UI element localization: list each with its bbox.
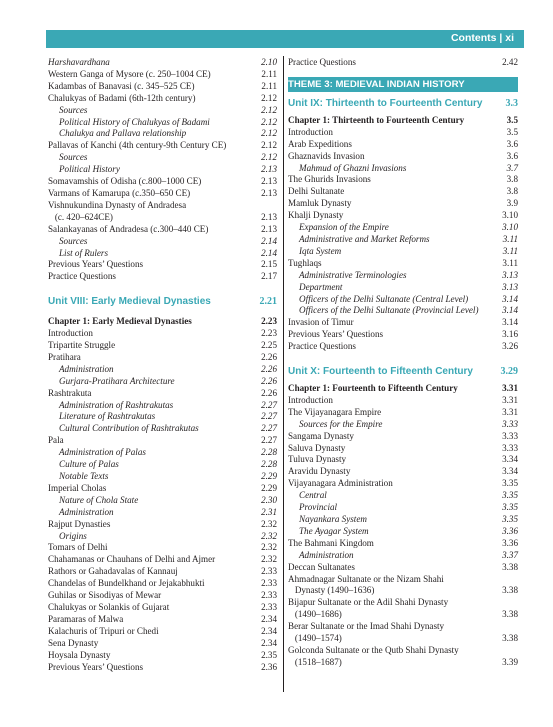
- toc-subentry[interactable]: [48, 117, 277, 129]
- entry-title: Unit X: Fourteenth to Fifteenth Century: [288, 366, 473, 378]
- entry-title: Chapter 1: Fourteenth to Fifteenth Century: [288, 383, 458, 394]
- toc-entry[interactable]: [48, 626, 277, 638]
- entry-title: The Vijayanagara Empire: [288, 406, 382, 417]
- entry-page-number: 2.34: [261, 637, 277, 648]
- toc-entry[interactable]: [288, 466, 518, 478]
- toc-entry[interactable]: [48, 176, 277, 188]
- entry-title: Dynasty (1490–1636): [288, 585, 375, 596]
- entry-title: Deccan Sultanates: [288, 561, 355, 572]
- entry-title: Chandelas of Bundelkhand or Jejakabhukti: [48, 578, 205, 589]
- entry-title: Practice Questions: [288, 57, 356, 67]
- entry-page-number: 2.23: [261, 328, 277, 339]
- toc-subentry[interactable]: [288, 294, 518, 306]
- toc-entry[interactable]: [288, 454, 518, 466]
- entry-title: Paramaras of Malwa: [48, 613, 124, 624]
- entry-title: Golconda Sultanate or the Qutb Shahi Dynasty: [288, 644, 459, 655]
- entry-page-number: 3.29: [500, 366, 518, 378]
- toc-entry[interactable]: [288, 585, 518, 597]
- toc-entry[interactable]: [288, 57, 518, 69]
- spacer: [48, 308, 277, 316]
- toc-subentry[interactable]: [48, 411, 277, 423]
- entry-title: Officers of the Delhi Sultanate (Provincial Level): [299, 305, 479, 316]
- entry-title: Ghaznavids Invasion: [288, 150, 365, 161]
- toc-entry[interactable]: [48, 638, 277, 650]
- entry-page-number: 2.14: [261, 235, 277, 246]
- entry-page-number: 3.3: [505, 97, 518, 109]
- entry-title: Arab Expeditions: [288, 138, 352, 149]
- entry-title: Gurjara-Pratihara Architecture: [59, 375, 175, 386]
- toc-subentry[interactable]: [48, 423, 277, 435]
- entry-page-number: 2.15: [261, 259, 277, 270]
- entry-title: Varmans of Kamarupa (c.350–650 CE): [48, 187, 191, 198]
- toc-subentry[interactable]: [288, 270, 518, 282]
- entry-title: Rathors or Gahadavalas of Kannauj: [48, 566, 178, 577]
- toc-subentry[interactable]: [288, 222, 518, 234]
- entry-title: Pratihara: [48, 351, 81, 362]
- entry-page-number: 2.32: [261, 518, 277, 529]
- toc-subentry[interactable]: [48, 459, 277, 471]
- entry-page-number: 3.37: [502, 549, 518, 560]
- toc-entry[interactable]: [288, 174, 518, 186]
- toc-entry[interactable]: [48, 542, 277, 554]
- toc-entry[interactable]: [288, 186, 518, 198]
- entry-title: Khalji Dynasty: [288, 210, 344, 221]
- toc-subentry[interactable]: [48, 447, 277, 459]
- entry-title: Sangama Dynasty: [288, 430, 354, 441]
- entry-title: Mamluk Dynasty: [288, 198, 352, 209]
- toc-entry[interactable]: [48, 483, 277, 495]
- contents-left-column: [48, 57, 277, 673]
- entry-title: Harshavardhana: [48, 57, 110, 67]
- toc-entry[interactable]: [48, 662, 277, 674]
- toc-subentry[interactable]: [48, 376, 277, 388]
- toc-entry[interactable]: [48, 212, 277, 224]
- entry-title: Introduction: [288, 394, 333, 405]
- entry-title: Tughlaqs: [288, 257, 322, 268]
- entry-title: Chapter 1: Thirteenth to Fourteenth Century: [288, 114, 465, 125]
- toc-subentry[interactable]: [288, 246, 518, 258]
- toc-entry[interactable]: [288, 210, 518, 222]
- entry-page-number: 2.32: [261, 530, 277, 541]
- toc-subentry[interactable]: [288, 234, 518, 246]
- entry-title: Vishnukundina Dynasty of Andradesa: [48, 199, 187, 210]
- entry-page-number: 2.36: [261, 661, 277, 672]
- toc-entry[interactable]: [288, 127, 518, 139]
- toc-entry[interactable]: [48, 614, 277, 626]
- entry-page-number: 2.12: [261, 140, 277, 151]
- chapter-heading[interactable]: [288, 383, 518, 395]
- entry-page-number: 3.31: [502, 383, 518, 394]
- entry-page-number: 3.35: [502, 478, 518, 489]
- entry-title: Chalukya and Pallava relationship: [59, 128, 187, 139]
- spacer: [288, 69, 518, 77]
- entry-page-number: 3.31: [502, 394, 518, 405]
- entry-title: Tomars of Delhi: [48, 542, 108, 553]
- entry-page-number: 3.33: [502, 442, 518, 453]
- chapter-heading[interactable]: [288, 115, 518, 127]
- entry-title: Sources for the Empire: [299, 418, 383, 429]
- toc-entry[interactable]: [48, 578, 277, 590]
- entry-title: Pala: [48, 435, 64, 446]
- entry-title: Central: [299, 490, 327, 501]
- entry-title: Rajput Dynasties: [48, 518, 111, 529]
- toc-entry[interactable]: [48, 259, 277, 271]
- entry-page-number: 3.5: [506, 114, 518, 125]
- entry-title: Hoysala Dynasty: [48, 649, 111, 660]
- entry-title: Vijayanagara Administration: [288, 478, 393, 489]
- entry-title: Saluva Dynasty: [288, 442, 346, 453]
- toc-entry[interactable]: [288, 574, 518, 586]
- entry-page-number: 2.28: [261, 459, 277, 470]
- entry-title: Chalukyas of Badami (6th-12th century): [48, 92, 196, 103]
- toc-entry[interactable]: [48, 188, 277, 200]
- entry-page-number: 3.10: [502, 222, 518, 233]
- entry-title: Salankayanas of Andradesa (c.300–440 CE): [48, 223, 209, 234]
- entry-title: (1490–1686): [288, 609, 342, 620]
- entry-page-number: 2.13: [261, 223, 277, 234]
- entry-page-number: 2.34: [261, 625, 277, 636]
- entry-page-number: 3.33: [502, 418, 518, 429]
- entry-title: Tripartite Struggle: [48, 340, 116, 351]
- entry-title: Previous Years’ Questions: [48, 661, 144, 672]
- entry-page-number: 2.10: [261, 57, 277, 67]
- toc-entry[interactable]: [48, 519, 277, 531]
- toc-subentry[interactable]: [288, 550, 518, 562]
- toc-subentry[interactable]: [48, 152, 277, 164]
- toc-subentry[interactable]: [48, 105, 277, 117]
- entry-page-number: 3.8: [506, 186, 518, 197]
- entry-title: Unit IX: Thirteenth to Fourteenth Century: [288, 97, 483, 109]
- entry-title: The Ayagar System: [299, 525, 369, 536]
- entry-page-number: 3.14: [502, 317, 518, 328]
- toc-entry[interactable]: [288, 609, 518, 621]
- entry-title: Unit VIII: Early Medieval Dynasties: [48, 296, 211, 308]
- toc-subentry[interactable]: [288, 514, 518, 526]
- entry-page-number: 3.5: [506, 126, 518, 137]
- entry-page-number: 3.36: [502, 537, 518, 548]
- entry-page-number: 2.17: [261, 271, 277, 282]
- entry-page-number: 2.13: [261, 176, 277, 187]
- entry-title: Previous Years’ Questions: [48, 259, 144, 270]
- entry-title: Western Ganga of Mysore (c. 250–1004 CE): [48, 68, 211, 79]
- entry-page-number: 3.38: [502, 609, 518, 620]
- toc-entry[interactable]: [288, 329, 518, 341]
- entry-title: Previous Years’ Questions: [288, 329, 384, 340]
- entry-title: Chalukyas or Solankis of Gujarat: [48, 601, 170, 612]
- entry-title: Sena Dynasty: [48, 637, 99, 648]
- entry-page-number: 3.11: [502, 245, 518, 256]
- entry-page-number: 2.32: [261, 542, 277, 553]
- entry-page-number: 3.39: [502, 656, 518, 667]
- toc-entry[interactable]: [48, 340, 277, 352]
- entry-page-number: 2.34: [261, 613, 277, 624]
- entry-page-number: 3.7: [506, 162, 518, 173]
- toc-entry[interactable]: [48, 388, 277, 400]
- toc-entry[interactable]: [48, 435, 277, 447]
- entry-page-number: 2.26: [261, 363, 277, 374]
- toc-subentry[interactable]: [48, 471, 277, 483]
- entry-page-number: 3.6: [506, 150, 518, 161]
- unit-heading[interactable]: [288, 97, 518, 110]
- toc-subentry[interactable]: [288, 526, 518, 538]
- toc-subentry[interactable]: [288, 305, 518, 317]
- entry-title: Kalachuris of Tripuri or Chedi: [48, 625, 159, 636]
- entry-title: Chapter 1: Early Medieval Dynasties: [48, 316, 192, 327]
- entry-page-number: 2.12: [261, 152, 277, 163]
- entry-title: Guhilas or Sisodiyas of Mewar: [48, 590, 162, 601]
- entry-title: THEME 3: MEDIEVAL INDIAN HISTORY: [288, 78, 465, 90]
- toc-entry[interactable]: [48, 93, 277, 105]
- toc-subentry[interactable]: [48, 248, 277, 260]
- entry-page-number: 2.26: [261, 387, 277, 398]
- entry-page-number: 2.13: [261, 164, 277, 175]
- toc-subentry[interactable]: [288, 282, 518, 294]
- spacer: [48, 283, 277, 295]
- entry-page-number: 2.33: [261, 578, 277, 589]
- entry-page-number: 2.35: [261, 649, 277, 660]
- entry-page-number: 3.14: [502, 293, 518, 304]
- toc-entry[interactable]: [48, 602, 277, 614]
- toc-subentry[interactable]: [48, 400, 277, 412]
- toc-subentry[interactable]: [48, 57, 277, 69]
- toc-entry[interactable]: [48, 590, 277, 602]
- header-bar: [46, 30, 524, 48]
- page-header-label: Contents | xi: [450, 32, 514, 44]
- entry-page-number: 3.13: [502, 269, 518, 280]
- column-divider: [283, 56, 284, 692]
- entry-page-number: 2.33: [261, 590, 277, 601]
- entry-page-number: 2.32: [261, 554, 277, 565]
- entry-page-number: 3.35: [502, 514, 518, 524]
- toc-entry[interactable]: [48, 81, 277, 93]
- entry-title: Somavamshis of Odisha (c.800–1000 CE): [48, 176, 202, 187]
- toc-entry[interactable]: [288, 407, 518, 419]
- entry-page-number: 3.8: [506, 174, 518, 185]
- entry-title: Officers of the Delhi Sultanate (Central Level): [299, 293, 469, 304]
- toc-entry[interactable]: [48, 328, 277, 340]
- toc-subentry[interactable]: [48, 164, 277, 176]
- toc-entry[interactable]: [288, 139, 518, 151]
- entry-title: Rashtrakuta: [48, 387, 92, 398]
- entry-title: Sources: [59, 235, 88, 246]
- entry-page-number: 2.11: [261, 68, 277, 79]
- toc-subentry[interactable]: [48, 495, 277, 507]
- entry-title: Bijapur Sultanate or the Adil Shahi Dynasty: [288, 597, 449, 608]
- entry-page-number: 2.27: [261, 423, 277, 434]
- entry-page-number: 3.11: [502, 233, 518, 244]
- entry-title: Administrative and Market Reforms: [299, 233, 430, 244]
- entry-title: Literature of Rashtrakutas: [59, 411, 156, 422]
- toc-entry[interactable]: [48, 271, 277, 283]
- toc-entry[interactable]: [288, 645, 518, 657]
- entry-page-number: 3.36: [502, 525, 518, 536]
- entry-title: Aravidu Dynasty: [288, 466, 351, 477]
- entry-title: (c. 420–624CE): [48, 211, 113, 222]
- entry-title: Nature of Chola State: [59, 494, 139, 505]
- entry-title: Political History: [59, 164, 120, 175]
- entry-title: Invasion of Timur: [288, 317, 354, 328]
- entry-page-number: 2.12: [261, 116, 277, 127]
- entry-page-number: 2.12: [261, 104, 277, 115]
- entry-page-number: 2.13: [261, 211, 277, 222]
- toc-entry[interactable]: [48, 200, 277, 212]
- entry-page-number: 2.13: [261, 187, 277, 198]
- toc-entry[interactable]: [288, 431, 518, 443]
- entry-title: Department: [299, 281, 343, 292]
- entry-page-number: 2.26: [261, 375, 277, 386]
- entry-page-number: 2.21: [259, 296, 277, 308]
- entry-title: Kadambas of Banavasi (c. 345–525 CE): [48, 80, 195, 91]
- entry-page-number: 3.9: [506, 198, 518, 209]
- entry-title: Administration of Palas: [59, 447, 146, 458]
- entry-page-number: 3.10: [502, 210, 518, 221]
- toc-entry[interactable]: [48, 224, 277, 236]
- entry-title: The Ghurids Invasions: [288, 174, 371, 185]
- entry-title: Sources: [59, 104, 88, 115]
- toc-subentry[interactable]: [288, 163, 518, 175]
- toc-entry[interactable]: [288, 198, 518, 210]
- entry-page-number: 2.12: [261, 92, 277, 103]
- entry-page-number: 2.27: [261, 435, 277, 446]
- entry-page-number: 2.29: [261, 471, 277, 481]
- entry-title: Berar Sultanate or the Imad Shahi Dynasty: [288, 621, 445, 632]
- entry-title: Administration of Rashtrakutas: [59, 399, 174, 410]
- entry-page-number: 2.33: [261, 601, 277, 612]
- entry-page-number: 3.11: [502, 257, 518, 268]
- toc-subentry[interactable]: [48, 236, 277, 248]
- toc-entry[interactable]: [288, 258, 518, 270]
- toc-entry[interactable]: [288, 478, 518, 490]
- theme-banner[interactable]: [288, 77, 518, 92]
- entry-title: Origins: [59, 530, 87, 541]
- entry-title: Political History of Chalukyas of Badami: [59, 116, 210, 127]
- entry-page-number: 3.34: [502, 466, 518, 477]
- entry-title: Mahmud of Ghazni Invasions: [299, 162, 407, 173]
- entry-title: Imperial Cholas: [48, 482, 107, 493]
- toc-entry[interactable]: [288, 621, 518, 633]
- entry-title: Provincial: [299, 502, 338, 513]
- toc-subentry[interactable]: [48, 507, 277, 519]
- toc-entry[interactable]: [48, 352, 277, 364]
- entry-title: Expansion of the Empire: [299, 222, 389, 233]
- entry-page-number: 2.30: [261, 494, 277, 505]
- toc-subentry[interactable]: [288, 490, 518, 502]
- entry-title: Practice Questions: [48, 271, 116, 282]
- entry-page-number: 2.14: [261, 247, 277, 258]
- entry-page-number: 3.35: [502, 502, 518, 513]
- entry-page-number: 3.38: [502, 585, 518, 596]
- entry-title: (1518–1687): [288, 656, 342, 667]
- toc-entry[interactable]: [48, 650, 277, 662]
- unit-heading[interactable]: [288, 365, 518, 378]
- entry-page-number: 2.23: [261, 316, 277, 327]
- entry-title: List of Rulers: [59, 247, 109, 258]
- toc-entry[interactable]: [48, 69, 277, 81]
- entry-page-number: 3.34: [502, 454, 518, 465]
- entry-page-number: 2.42: [502, 57, 518, 67]
- entry-title: Nayankara System: [299, 514, 367, 524]
- entry-page-number: 2.29: [261, 482, 277, 493]
- entry-title: Introduction: [288, 126, 333, 137]
- entry-page-number: 3.13: [502, 281, 518, 292]
- entry-title: Ahmadnagar Sultanate or the Nizam Shahi: [288, 573, 444, 584]
- entry-title: Pallavas of Kanchi (4th century-9th Century CE): [48, 140, 227, 151]
- entry-title: Culture of Palas: [59, 459, 119, 470]
- unit-heading[interactable]: [48, 295, 277, 308]
- entry-page-number: 3.6: [506, 138, 518, 149]
- entry-title: Administrative Terminologies: [299, 269, 407, 280]
- toc-subentry[interactable]: [48, 364, 277, 376]
- toc-entry[interactable]: [288, 341, 518, 353]
- entry-page-number: 3.31: [502, 406, 518, 417]
- entry-page-number: 3.16: [502, 329, 518, 340]
- toc-entry[interactable]: [48, 554, 277, 566]
- entry-title: Administration: [59, 363, 114, 374]
- entry-title: Notable Texts: [59, 471, 109, 481]
- toc-entry[interactable]: [288, 597, 518, 609]
- entry-page-number: 2.28: [261, 447, 277, 458]
- toc-entry[interactable]: [288, 538, 518, 550]
- toc-entry[interactable]: [48, 566, 277, 578]
- entry-title: Iqta System: [299, 245, 342, 256]
- entry-page-number: 3.14: [502, 305, 518, 316]
- spacer: [288, 353, 518, 365]
- toc-entry[interactable]: [288, 562, 518, 574]
- contents-right-column: [288, 57, 518, 669]
- toc-subentry[interactable]: [48, 531, 277, 543]
- entry-page-number: 3.33: [502, 430, 518, 441]
- chapter-heading[interactable]: [48, 316, 277, 328]
- entry-title: Chahamanas or Chauhans of Delhi and Ajmer: [48, 554, 216, 565]
- toc-subentry[interactable]: [288, 502, 518, 514]
- entry-page-number: 3.35: [502, 490, 518, 501]
- entry-page-number: 2.31: [261, 506, 277, 517]
- toc-subentry[interactable]: [288, 419, 518, 431]
- entry-page-number: 2.27: [261, 399, 277, 410]
- toc-entry[interactable]: [288, 657, 518, 669]
- toc-entry[interactable]: [288, 633, 518, 645]
- toc-entry[interactable]: [288, 443, 518, 455]
- entry-page-number: 2.26: [261, 351, 277, 362]
- entry-title: Cultural Contribution of Rashtrakutas: [59, 423, 199, 434]
- entry-page-number: 2.12: [261, 128, 277, 139]
- entry-title: The Bahmani Kingdom: [288, 537, 374, 548]
- entry-page-number: 2.27: [261, 411, 277, 422]
- entry-page-number: 2.11: [261, 80, 277, 91]
- entry-title: (1490–1574): [288, 633, 342, 644]
- entry-page-number: 2.25: [261, 340, 277, 351]
- entry-page-number: 3.26: [502, 341, 518, 352]
- entry-page-number: 3.38: [502, 561, 518, 572]
- entry-title: Delhi Sultanate: [288, 186, 345, 197]
- toc-entry[interactable]: [288, 395, 518, 407]
- toc-entry[interactable]: [288, 151, 518, 163]
- entry-title: Administration: [299, 549, 354, 560]
- entry-page-number: 2.33: [261, 566, 277, 577]
- entry-title: Administration: [59, 506, 114, 517]
- entry-title: Sources: [59, 152, 88, 163]
- entry-title: Practice Questions: [288, 341, 356, 352]
- toc-entry[interactable]: [48, 140, 277, 152]
- entry-title: Tuluva Dynasty: [288, 454, 347, 465]
- entry-title: Introduction: [48, 328, 93, 339]
- toc-subentry[interactable]: [48, 128, 277, 140]
- toc-entry[interactable]: [288, 317, 518, 329]
- entry-page-number: 3.38: [502, 633, 518, 644]
